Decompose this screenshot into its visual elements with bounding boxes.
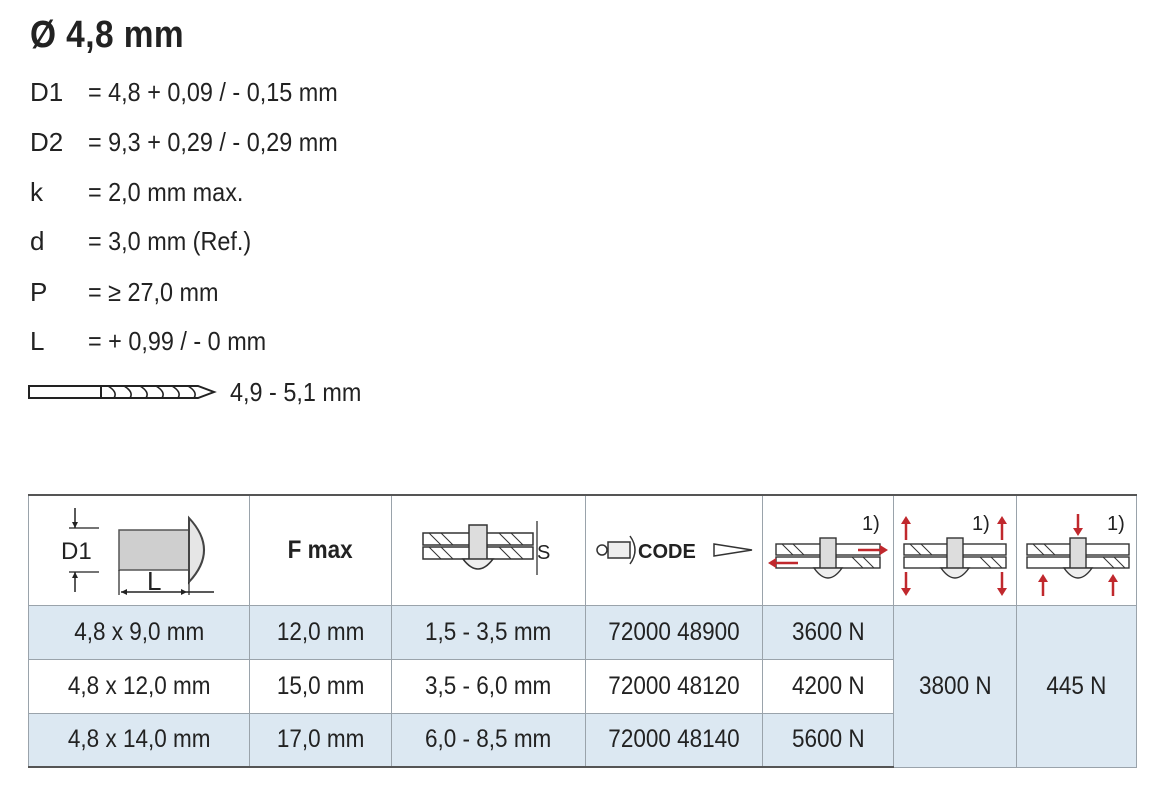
- cell-grip: 3,5 - 6,0 mm: [392, 659, 586, 713]
- grip-range-icon: [419, 515, 559, 585]
- head-retention-icon: [1019, 500, 1135, 600]
- rivet-dimension-icon: [49, 500, 229, 600]
- cell-size: 4,8 x 12,0 mm: [29, 659, 250, 713]
- shear-load-icon: [766, 500, 891, 600]
- rivet-label-l: L: [147, 566, 162, 597]
- spec-row-d: [30, 221, 530, 261]
- spec-symbol: d: [30, 226, 45, 256]
- spec-value: = + 0,99 / - 0 mm: [88, 326, 267, 356]
- table-header-row: [29, 495, 1137, 605]
- cell-code: 72000 48120: [586, 659, 763, 713]
- cell-code: 72000 48140: [586, 713, 763, 767]
- cell-shear: 5600 N: [763, 713, 894, 767]
- rivet-label-d1: D1: [61, 538, 92, 566]
- grip-label-s: S: [536, 542, 550, 565]
- cell-shear: 4200 N: [763, 659, 894, 713]
- rivet-spec-table: [28, 494, 1137, 768]
- shear-note: 1): [861, 513, 880, 536]
- cell-size: 4,8 x 9,0 mm: [29, 605, 250, 659]
- cell-fmax: 12,0 mm: [250, 605, 392, 659]
- spec-value: = ≥ 27,0 mm: [88, 277, 219, 307]
- header-shear-strength: [763, 495, 894, 605]
- cell-fmax: 15,0 mm: [250, 659, 392, 713]
- header-tensile-strength: [894, 495, 1017, 605]
- spec-row-l: [30, 321, 530, 361]
- spec-symbol: k: [30, 177, 43, 207]
- spec-value: = 3,0 mm (Ref.): [88, 226, 252, 256]
- spec-symbol: D2: [30, 127, 64, 157]
- cell-tensile: 3800 N: [894, 605, 1017, 767]
- header-head-retention: [1017, 495, 1137, 605]
- spec-row-k: [30, 172, 530, 212]
- head-note: 1): [1106, 513, 1125, 536]
- cell-grip: 6,0 - 8,5 mm: [392, 713, 586, 767]
- cell-fmax: 17,0 mm: [250, 713, 392, 767]
- spec-symbol: L: [30, 326, 45, 356]
- cell-code: 72000 48900: [586, 605, 763, 659]
- spec-value: = 2,0 mm max.: [88, 177, 244, 207]
- cell-size: 4,8 x 14,0 mm: [29, 713, 250, 767]
- drill-spec: [28, 372, 448, 412]
- spec-row-p: [30, 272, 530, 312]
- spec-value: = 9,3 + 0,29 / - 0,29 mm: [88, 127, 338, 157]
- header-grip-range: [392, 495, 586, 605]
- header-rivet-dimensions: [29, 495, 250, 605]
- rivet-code-icon: [592, 530, 757, 570]
- code-label: CODE: [637, 541, 696, 564]
- table-row: [29, 605, 1137, 659]
- drill-bit-icon: [28, 382, 218, 402]
- page-title: Ø 4,8 mm: [30, 14, 185, 56]
- tensile-load-icon: [896, 500, 1014, 600]
- spec-value: = 4,8 + 0,09 / - 0,15 mm: [88, 77, 338, 107]
- fmax-label: F max: [287, 535, 354, 564]
- spec-row-d2: [30, 122, 530, 162]
- cell-head-retention: 445 N: [1017, 605, 1137, 767]
- spec-symbol: P: [30, 277, 48, 307]
- cell-grip: 1,5 - 3,5 mm: [392, 605, 586, 659]
- spec-row-d1: [30, 72, 530, 112]
- drill-range: 4,9 - 5,1 mm: [230, 377, 362, 407]
- header-article-code: [586, 495, 763, 605]
- spec-symbol: D1: [30, 77, 64, 107]
- tensile-note: 1): [972, 513, 990, 536]
- cell-shear: 3600 N: [763, 605, 894, 659]
- header-fmax: [250, 495, 392, 605]
